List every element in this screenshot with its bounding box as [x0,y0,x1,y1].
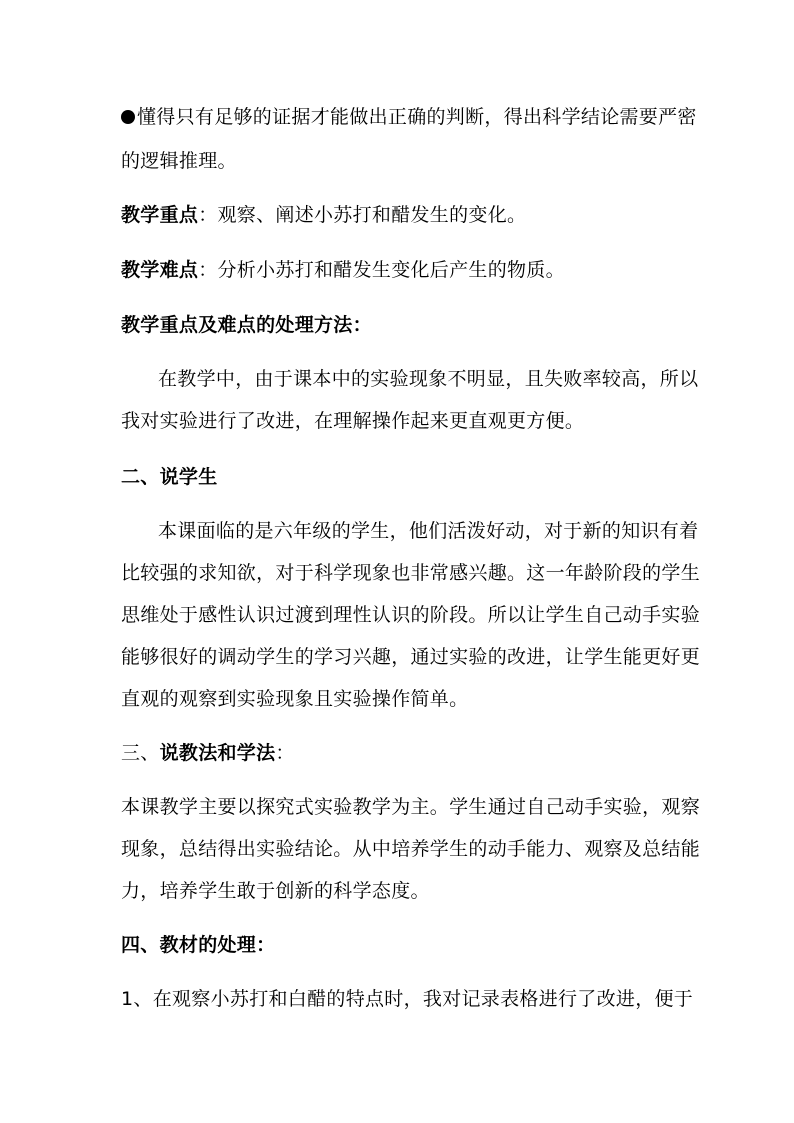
key-point [121,203,681,227]
difficulty-label: 教学难点 [121,259,199,281]
section-2-line-2: 比较强的求知欲，对于科学现象也非常感兴趣。这一年龄阶段的学生 [121,562,701,584]
method-paragraph-line-1: 在教学中，由于课本中的实验现象不明显，且失败率较高，所以 [158,368,699,390]
difficulty-text: ：分析小苏打和醋发生变化后产生的物质。 [198,259,565,281]
section-3-line-2: 现象，总结得出实验结论。从中培养学生的动手能力、观察及总结能 [121,838,701,860]
section-2-heading: 二、说学生 [121,466,218,488]
bullet-icon [121,110,135,124]
section-2-line-1: 本课面临的是六年级的学生，他们活泼好动，对于新的知识有着 [158,520,699,542]
section-4-line-1: 1、在观察小苏打和白醋的特点时，我对记录表格进行了改进，便于 [121,988,694,1010]
method-paragraph-line-2: 我对实验进行了改进，在理解操作起来更直观更方便。 [121,410,585,432]
section-3-heading-suffix: ： [275,742,295,764]
objective-line-2: 的逻辑推理。 [121,150,237,172]
section-2-line-5: 直观的观察到实验现象且实验操作简单。 [121,688,469,710]
section-2-line-3: 思维处于感性认识过渡到理性认识的阶段。所以让学生自己动手实验 [121,604,701,626]
objective-line-1 [121,105,697,129]
difficulty-point [121,258,681,282]
section-4-heading: 四、教材的处理： [121,934,276,956]
section-3-heading-prefix: 三、 [121,742,160,764]
section-3-heading-title: 说教法和学法 [159,742,276,764]
method-heading: 教学重点及难点的处理方法： [121,314,372,336]
section-3-line-3: 力，培养学生敢于创新的科学态度。 [121,880,430,902]
objective-text-1: 懂得只有足够的证据才能做出正确的判断，得出科学结论需要严密 [137,106,697,128]
section-3-heading [121,741,681,765]
key-point-text: ：观察、阐述小苏打和醋发生的变化。 [198,204,527,226]
section-3-line-1: 本课教学主要以探究式实验教学为主。学生通过自己动手实验，观察 [121,796,701,818]
key-point-label: 教学重点 [121,204,199,226]
section-2-line-4: 能够很好的调动学生的学习兴趣，通过实验的改进，让学生能更好更 [121,646,701,668]
